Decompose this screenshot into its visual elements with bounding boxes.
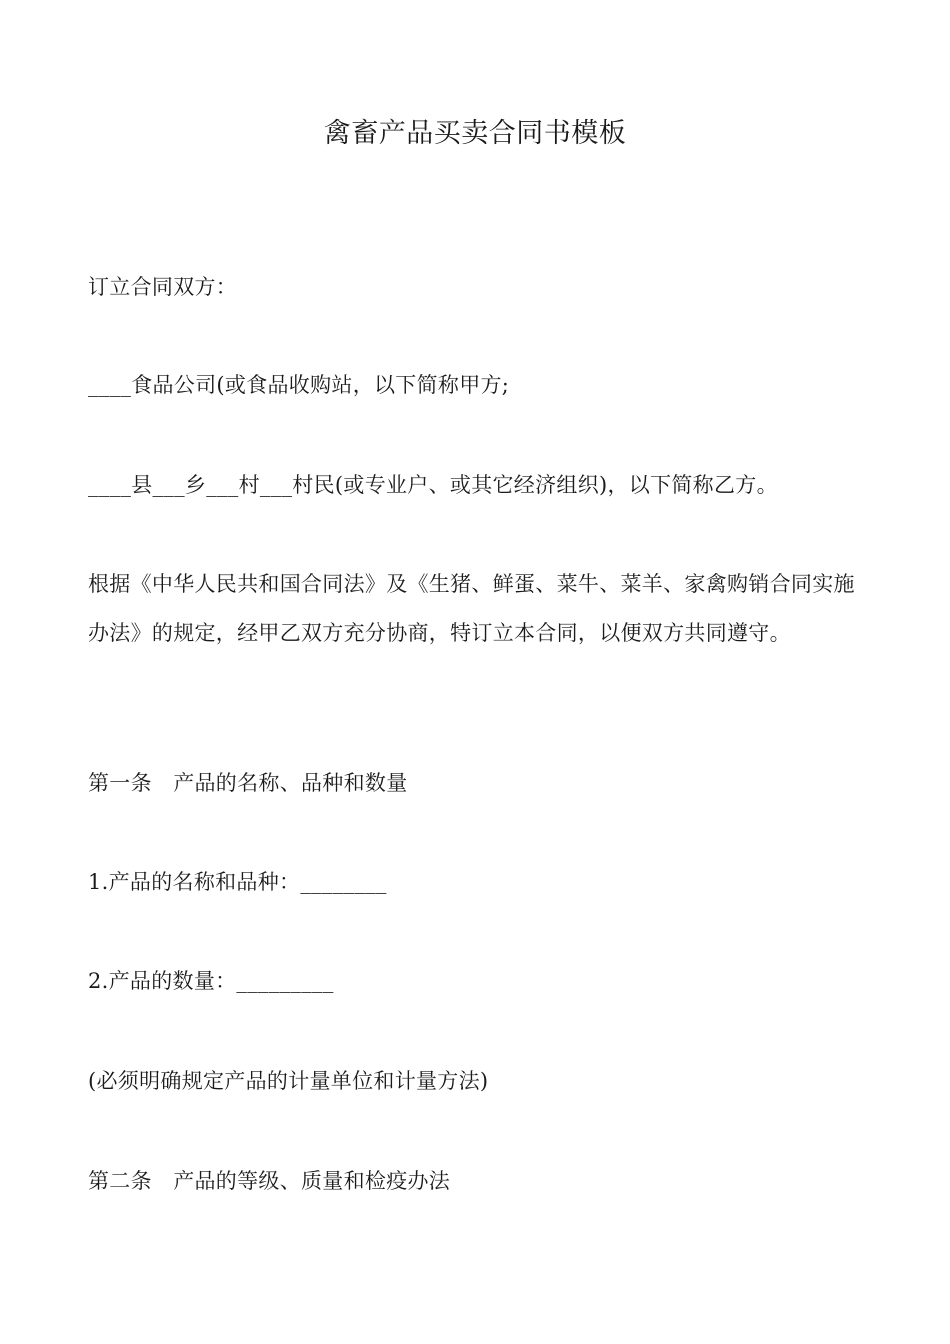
paragraph-text: 1.产品的名称和品种：________ — [88, 870, 387, 894]
article-2-heading — [88, 1157, 868, 1206]
paragraph-text: 2.产品的数量：_________ — [88, 969, 334, 993]
paragraph-text: ____县___乡___村___村民(或专业户、或其它经济组织)，以下简称乙方。 — [88, 473, 778, 497]
paragraph-party-b — [88, 461, 868, 510]
article-1-note — [88, 1057, 868, 1106]
article-1-item-2 — [88, 957, 868, 1006]
paragraph-text: (必须明确规定产品的计量单位和计量方法) — [88, 1069, 489, 1093]
paragraph-text: 第一条 产品的名称、品种和数量 — [88, 771, 408, 795]
paragraph-text: 订立合同双方： — [88, 275, 238, 299]
document-title: 禽畜产品买卖合同书模板 — [323, 118, 627, 149]
article-1-heading — [88, 759, 868, 808]
paragraph-text: ____食品公司(或食品收购站，以下简称甲方; — [88, 373, 510, 397]
article-1-item-1 — [88, 858, 868, 907]
paragraph-preamble — [88, 560, 868, 658]
paragraph-text: 根据《中华人民共和国合同法》及《生猪、鲜蛋、菜牛、菜羊、家禽购销合同实施办法》的规定，经甲乙双方充分协商，特订立本合同，以便双方共同遵守。 — [88, 572, 855, 645]
paragraph-parties-heading — [88, 263, 868, 312]
paragraph-party-a — [88, 361, 868, 410]
paragraph-text: 第二条 产品的等级、质量和检疫办法 — [88, 1169, 451, 1193]
